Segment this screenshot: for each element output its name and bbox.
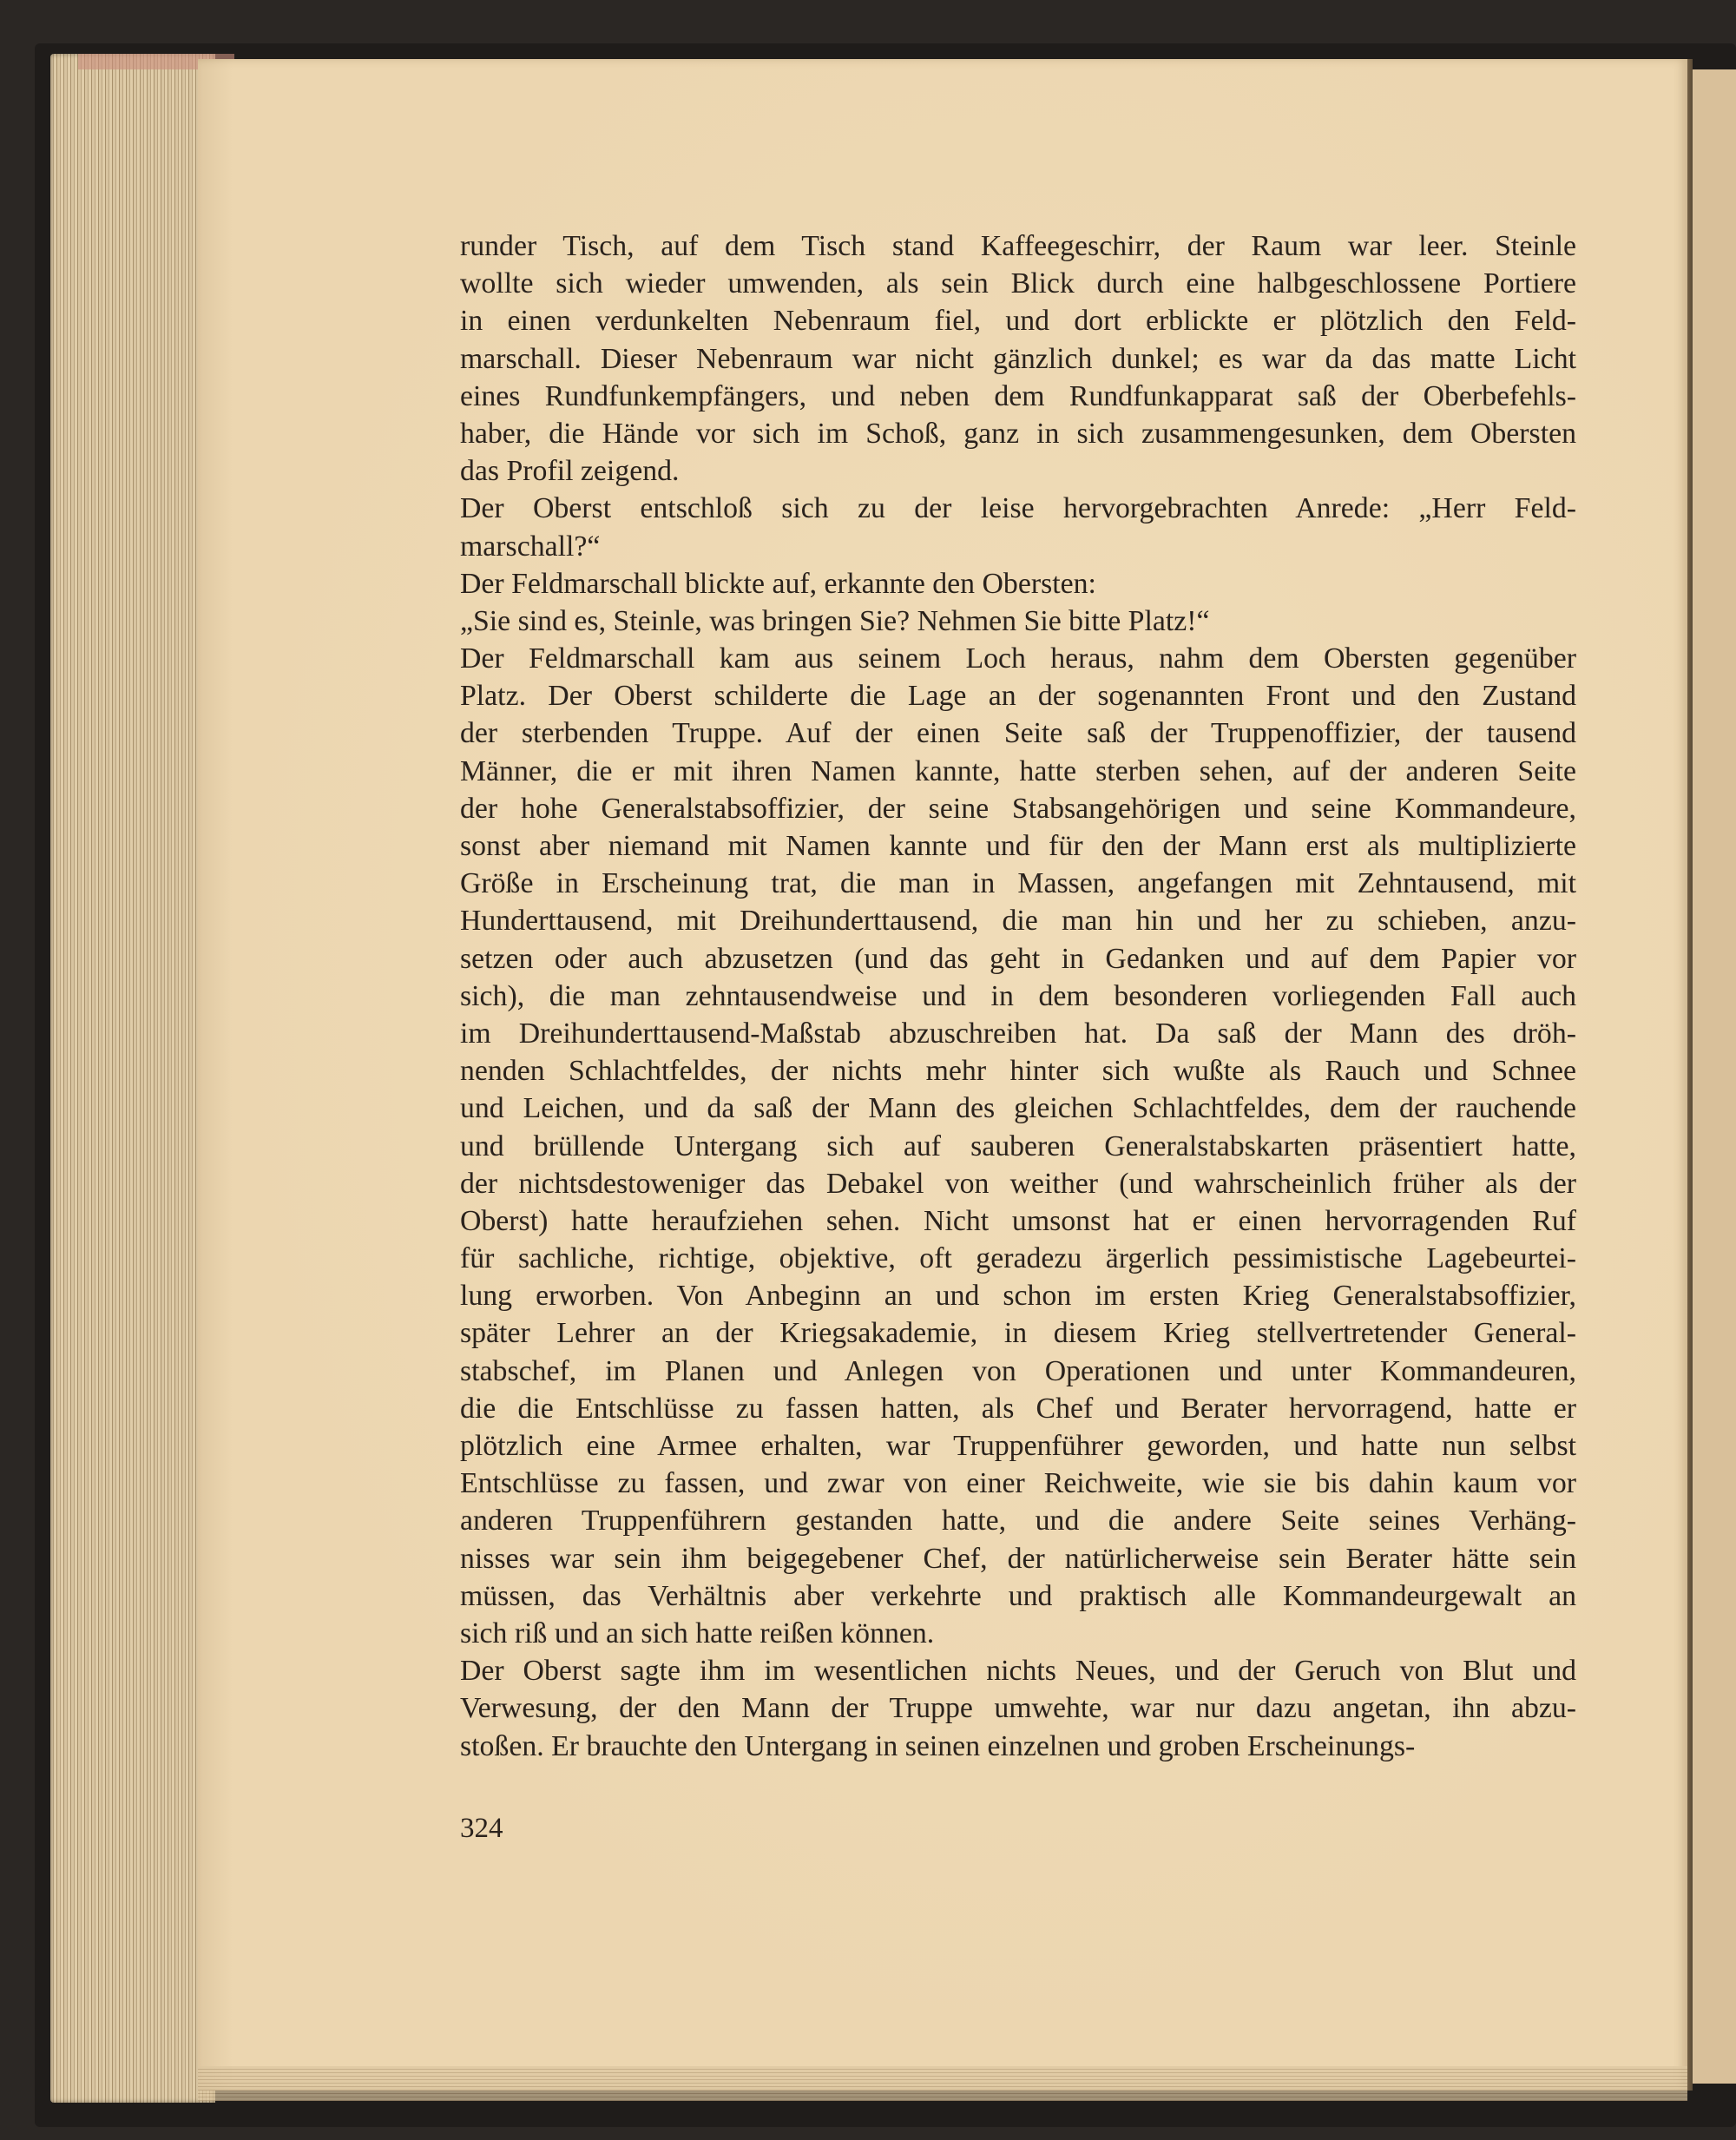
text-line: stabschef, im Planen und Anlegen von Operationen und unter Kommandeuren, [460,1354,1576,1387]
text-line: die die Entschlüsse zu fassen hatten, als Chef und Berater hervorragend, hatte er [460,1392,1576,1425]
text-line: in einen verdunkelten Nebenraum fiel, und dort erblickte er plötzlich den Feld- [460,305,1576,338]
text-line: Männer, die er mit ihren Namen kannte, hatte sterben sehen, auf der anderen Seite [460,754,1576,787]
page-bottom-edge [198,2066,1687,2101]
text-line: Der Feldmarschall blickte auf, erkannte den Obersten: [460,567,1096,600]
text-line: für sachliche, richtige, objektive, oft geradezu ärgerlich pessimistische Lagebeurtei- [460,1242,1576,1275]
text-line: haber, die Hände vor sich im Schoß, ganz in sich zusammengesunken, dem Obersten [460,417,1576,450]
text-line: setzen oder auch abzusetzen (und das geht in Gedanken und auf dem Papier vor [460,942,1576,975]
text-line: sonst aber niemand mit Namen kannte und für den der Mann erst als multiplizierte [460,830,1576,862]
text-line: plötzlich eine Armee erhalten, war Truppenführer geworden, und hatte nun selbst [460,1430,1576,1462]
text-line: müssen, das Verhältnis aber verkehrte und praktisch alle Kommandeurgewalt an [460,1579,1576,1612]
text-line: marschall. Dieser Nebenraum war nicht gänzlich dunkel; es war da das matte Licht [460,342,1576,375]
facing-page [1693,69,1736,2084]
text-line: eines Rundfunkempfängers, und neben dem Rundfunkapparat saß der Oberbefehls- [460,379,1576,412]
text-line: Oberst) hatte heraufziehen sehen. Nicht umsonst hat er einen hervorragenden Ruf [460,1204,1576,1237]
text-line: und Leichen, und da saß der Mann des gleichen Schlachtfeldes, dem der rauchende [460,1092,1576,1125]
page-number: 324 [460,1813,503,1844]
text-line: der sterbenden Truppe. Auf der einen Seite saß der Truppenoffizier, der tausend [460,717,1576,750]
text-line: nisses war sein ihm beigegebener Chef, der natürlicherweise sein Berater hätte sein [460,1542,1576,1575]
text-line: Hunderttausend, mit Dreihunderttausend, die man hin und her zu schieben, anzu- [460,905,1576,938]
text-line: „Sie sind es, Steinle, was bringen Sie? Nehmen Sie bitte Platz!“ [460,604,1210,637]
text-line: Entschlüsse zu fassen, und zwar von einer Reichweite, wie sie bis dahin kaum vor [460,1467,1576,1500]
text-line: marschall?“ [460,530,601,563]
text-line: der hohe Generalstabsoffizier, der seine Stabsangehörigen und seine Kommandeure, [460,792,1576,825]
text-line: sich riß und an sich hatte reißen können. [460,1617,935,1649]
text-line: Platz. Der Oberst schilderte die Lage an der sogenannten Front und den Zustand [460,680,1576,713]
text-line: Der Oberst sagte ihm im wesentlichen nichts Neues, und der Geruch von Blut und [460,1655,1576,1688]
text-line: nenden Schlachtfeldes, der nichts mehr hinter sich wußte als Rauch und Schnee [460,1055,1576,1088]
text-line: der nichtsdestoweniger das Debakel von weither (und wahrscheinlich früher als der [460,1167,1576,1200]
text-line: lung erworben. Von Anbeginn an und schon im ersten Krieg Generalstabsoffizier, [460,1280,1576,1313]
text-line: sich), die man zehntausendweise und in dem besonderen vorliegenden Fall auch [460,979,1576,1012]
text-line: anderen Truppenführern gestanden hatte, und die andere Seite seines Verhäng- [460,1505,1576,1538]
body-text [460,227,1576,1765]
text-line: später Lehrer an der Kriegsakademie, in diesem Krieg stellvertretender General- [460,1317,1576,1350]
text-line: Verwesung, der den Mann der Truppe umwehte, war nur dazu angetan, ihn abzu- [460,1692,1576,1725]
text-line: Größe in Erscheinung trat, die man in Massen, angefangen mit Zehntausend, mit [460,867,1576,900]
text-line: und brüllende Untergang sich auf sauberen Generalstabskarten präsentiert hatte, [460,1129,1576,1162]
text-line: im Dreihunderttausend-Maßstab abzuschreiben hat. Da saß der Mann des dröh- [460,1017,1576,1050]
page-edges [50,54,215,2103]
text-line: Der Feldmarschall kam aus seinem Loch heraus, nahm dem Obersten gegenüber [460,642,1576,675]
text-line: stoßen. Er brauchte den Untergang in seinen einzelnen und groben Erscheinungs- [460,1729,1416,1762]
text-line: runder Tisch, auf dem Tisch stand Kaffeegeschirr, der Raum war leer. Steinle [460,230,1576,262]
text-line: das Profil zeigend. [460,455,680,488]
text-line: wollte sich wieder umwenden, als sein Blick durch eine halbgeschlossene Portiere [460,267,1576,300]
text-line: Der Oberst entschloß sich zu der leise hervorgebrachten Anrede: „Herr Feld- [460,492,1576,525]
